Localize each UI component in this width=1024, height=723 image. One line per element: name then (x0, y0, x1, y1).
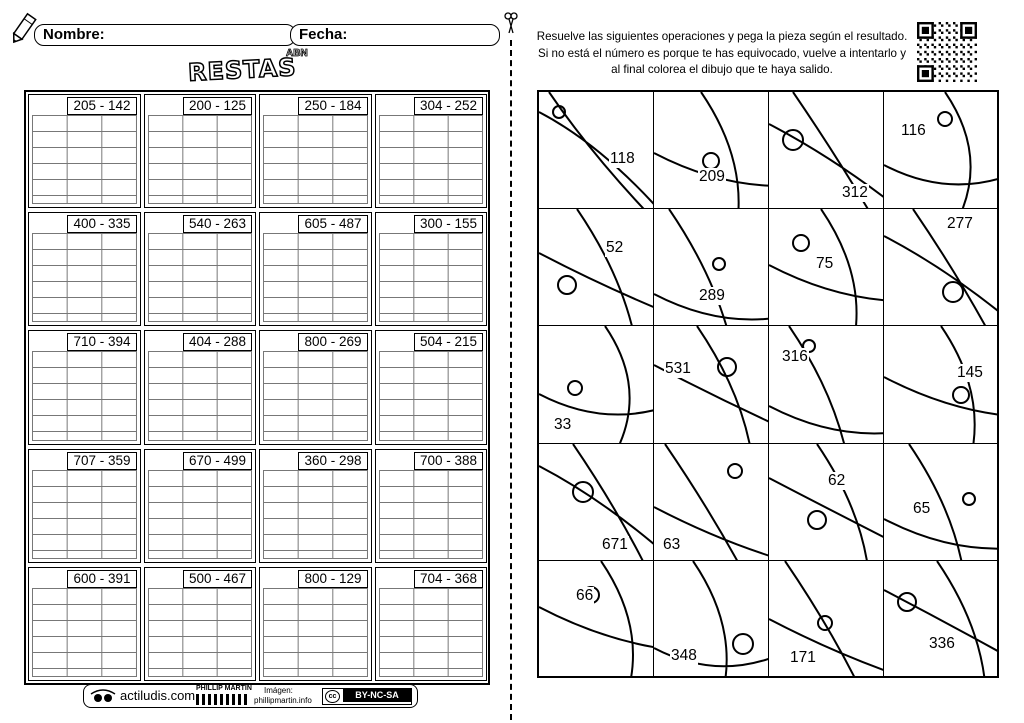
operation-cell[interactable] (375, 567, 488, 681)
line-art-fragment (654, 326, 769, 443)
answer-table[interactable] (32, 115, 137, 204)
answer-table[interactable] (379, 351, 484, 440)
answer-table[interactable] (263, 588, 368, 677)
operation-label: 707 - 359 (67, 452, 136, 470)
line-art-fragment (884, 92, 999, 209)
license-label: BY-NC-SA (343, 689, 411, 702)
puzzle-piece[interactable] (539, 561, 654, 678)
operation-cell[interactable] (259, 567, 372, 681)
operation-cell[interactable] (259, 330, 372, 444)
line-art-fragment (539, 444, 654, 561)
piece-number: 277 (947, 215, 973, 233)
operation-label: 800 - 269 (298, 333, 367, 351)
glasses-logo-icon (90, 688, 116, 704)
operation-label: 360 - 298 (298, 452, 367, 470)
title-superscript: ABN (286, 48, 308, 59)
line-art-fragment (539, 209, 654, 326)
answer-table[interactable] (32, 588, 137, 677)
piece-number: 312 (842, 184, 868, 201)
operation-cell[interactable] (259, 449, 372, 563)
line-art-fragment (654, 209, 769, 326)
puzzle-piece[interactable] (769, 209, 884, 326)
puzzle-board (537, 90, 999, 678)
operation-cell[interactable] (375, 330, 488, 444)
piece-number: 63 (663, 535, 681, 553)
answer-table[interactable] (148, 351, 253, 440)
answer-table[interactable] (32, 233, 137, 322)
puzzle-piece[interactable] (654, 444, 769, 561)
line-art-fragment (884, 561, 999, 678)
operation-cell[interactable] (375, 212, 488, 326)
answer-table[interactable] (263, 233, 368, 322)
answer-table[interactable] (379, 588, 484, 677)
line-art-fragment (654, 92, 769, 209)
name-field[interactable] (34, 24, 296, 46)
operation-label: 504 - 215 (414, 333, 483, 351)
operation-cell[interactable] (259, 94, 372, 208)
puzzle-piece[interactable] (769, 326, 884, 443)
piece-number: 348 (671, 646, 697, 664)
piece-number: 75 (816, 255, 834, 273)
operation-label: 540 - 263 (183, 215, 252, 233)
puzzle-piece[interactable] (539, 92, 654, 209)
operation-label: 600 - 391 (67, 570, 136, 588)
answer-table[interactable] (379, 470, 484, 559)
puzzle-piece[interactable] (539, 444, 654, 561)
puzzle-piece[interactable] (654, 326, 769, 443)
piece-number: 66 (576, 586, 594, 604)
page-title (187, 48, 328, 88)
operation-cell[interactable] (28, 94, 141, 208)
puzzle-piece[interactable] (884, 326, 999, 443)
operation-cell[interactable] (375, 449, 488, 563)
instructions-text: Resuelve las siguientes operaciones y pega la pieza según el resultado. Si no está el número es porque te has equivocado, vuelve a intentarlo y al final colorea el dibujo que te haya salido. (536, 30, 908, 76)
line-art-fragment (539, 92, 654, 209)
puzzle-piece[interactable] (884, 561, 999, 678)
operation-label: 670 - 499 (183, 452, 252, 470)
cartoon-strip-icon (196, 694, 248, 705)
line-art-fragment (539, 561, 654, 678)
puzzle-piece[interactable] (769, 92, 884, 209)
answer-table[interactable] (32, 351, 137, 440)
date-field[interactable] (290, 24, 500, 46)
puzzle-piece[interactable] (769, 561, 884, 678)
cut-line (510, 40, 512, 720)
license-badge (322, 688, 412, 705)
operation-cell[interactable] (28, 330, 141, 444)
answer-table[interactable] (263, 115, 368, 204)
operation-cell[interactable] (144, 567, 257, 681)
operation-label: 250 - 184 (298, 97, 367, 115)
site-label: actiludis.com (120, 688, 196, 703)
answer-table[interactable] (263, 351, 368, 440)
line-art-fragment (769, 561, 884, 678)
scissors-icon (503, 12, 519, 34)
piece-number: 289 (699, 287, 725, 305)
puzzle-piece[interactable] (654, 209, 769, 326)
puzzle-piece[interactable] (654, 561, 769, 678)
piece-number: 209 (699, 168, 725, 185)
line-art-fragment (769, 326, 884, 443)
operation-cell[interactable] (28, 212, 141, 326)
puzzle-piece[interactable] (884, 444, 999, 561)
piece-number: 145 (957, 364, 983, 382)
operation-label: 304 - 252 (414, 97, 483, 115)
puzzle-piece[interactable] (884, 209, 999, 326)
qr-code-icon (917, 22, 977, 82)
operation-cell[interactable] (28, 567, 141, 681)
answer-table[interactable] (32, 470, 137, 559)
piece-number: 52 (606, 239, 624, 257)
operations-grid (24, 90, 490, 685)
image-label: Imágen: (264, 686, 293, 695)
puzzle-piece[interactable] (884, 92, 999, 209)
answer-table[interactable] (379, 233, 484, 322)
piece-number: 65 (913, 499, 931, 517)
operation-label: 700 - 388 (414, 452, 483, 470)
operation-cell[interactable] (144, 94, 257, 208)
piece-number: 62 (828, 471, 846, 489)
piece-number: 671 (602, 535, 628, 553)
answer-table[interactable] (148, 115, 253, 204)
piece-number: 336 (929, 634, 955, 652)
piece-number: 116 (901, 122, 926, 139)
puzzle-piece[interactable] (769, 444, 884, 561)
name-label: Nombre: (43, 26, 105, 43)
piece-number: 316 (782, 348, 808, 366)
operation-label: 200 - 125 (183, 97, 252, 115)
line-art-fragment (769, 444, 884, 561)
brand-label: PHILLIP MARTIN (196, 685, 252, 692)
line-art-fragment (884, 209, 999, 326)
piece-number: 118 (610, 150, 635, 167)
puzzle-piece[interactable] (539, 209, 654, 326)
operation-cell[interactable] (28, 449, 141, 563)
answer-table[interactable] (148, 233, 253, 322)
answer-table[interactable] (263, 470, 368, 559)
operation-label: 300 - 155 (414, 215, 483, 233)
date-label: Fecha: (299, 26, 348, 43)
answer-table[interactable] (148, 588, 253, 677)
line-art-fragment (884, 326, 999, 443)
operation-cell[interactable] (144, 212, 257, 326)
piece-number: 531 (665, 360, 691, 378)
line-art-fragment (884, 444, 999, 561)
operation-label: 704 - 368 (414, 570, 483, 588)
image-site-label: phillipmartin.info (254, 696, 312, 705)
operation-cell[interactable] (259, 212, 372, 326)
cc-icon: cc (325, 690, 340, 703)
operation-cell[interactable] (144, 330, 257, 444)
puzzle-piece[interactable] (654, 92, 769, 209)
footer-credits (83, 684, 418, 708)
operation-label: 205 - 142 (67, 97, 136, 115)
piece-number: 171 (790, 648, 816, 666)
puzzle-piece[interactable] (539, 326, 654, 443)
operation-cell[interactable] (144, 449, 257, 563)
operation-label: 404 - 288 (183, 333, 252, 351)
piece-number: 33 (554, 416, 572, 434)
answer-table[interactable] (148, 470, 253, 559)
operation-label: 800 - 129 (298, 570, 367, 588)
operation-label: 500 - 467 (183, 570, 252, 588)
operation-label: 710 - 394 (67, 333, 136, 351)
answer-table[interactable] (379, 115, 484, 204)
operation-label: 605 - 487 (298, 215, 367, 233)
operation-cell[interactable] (375, 94, 488, 208)
operation-label: 400 - 335 (67, 215, 136, 233)
title-text: RESTAS (187, 53, 298, 87)
